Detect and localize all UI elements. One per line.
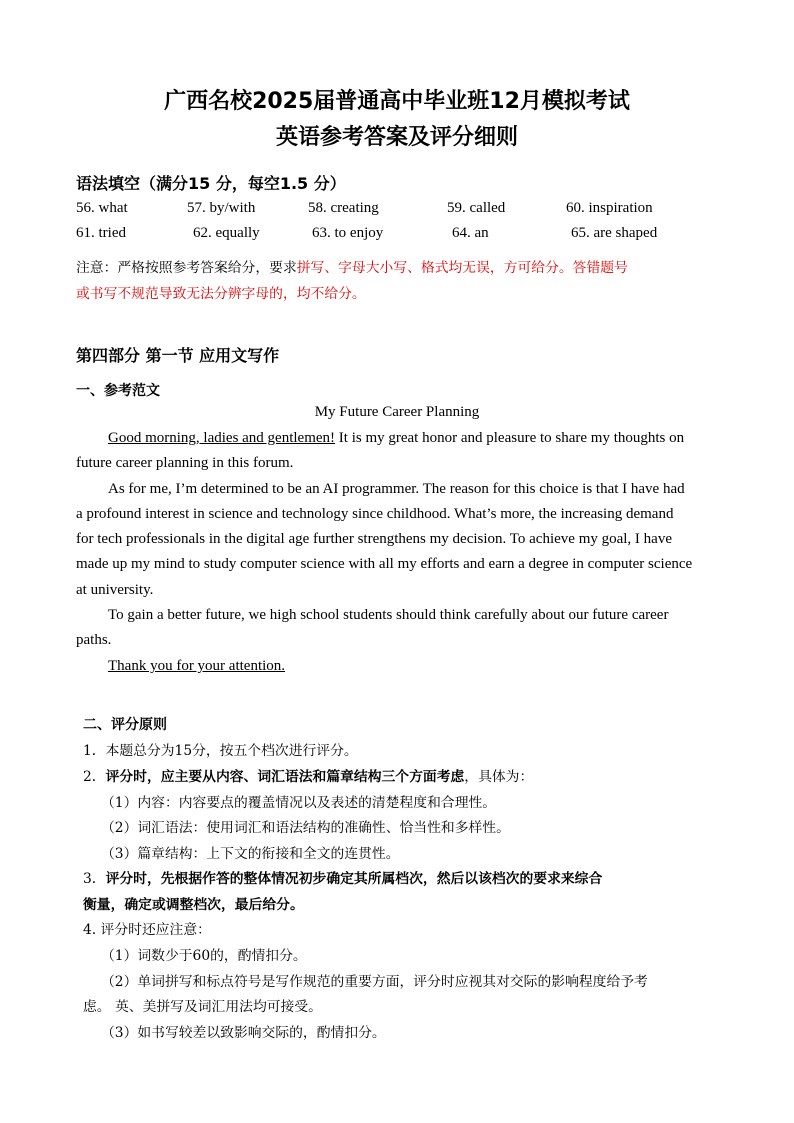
page-title: 广西名校2025届普通高中毕业班12月模拟考试 (164, 89, 630, 114)
answer-59: 59. called (447, 200, 506, 216)
rule-4-3: （3）如书写较差以致影响交际的，酌情扣分。 (101, 1025, 386, 1041)
rule-3-line1: 评分时，先根据作答的整体情况初步确定其所属档次，然后以该档次的要求来综合 (105, 871, 603, 887)
answer-64: 64. an (452, 225, 489, 241)
grammar-heading: 语法填空（满分15 分，每空1.5 分） (76, 174, 346, 193)
essay-p2-line2: a profound interest in science and technology since childhood. What’s more, the increasing demand (76, 506, 674, 522)
essay-p2-line3: for tech professionals in the digital age further strengthens my decision. To achieve my goal, I have (76, 531, 672, 547)
rule-2-1: （1）内容：内容要点的覆盖情况以及表述的清楚程度和合理性。 (101, 795, 497, 811)
note-prefix: 注意：严格按照参考答案给分，要求 (76, 260, 297, 276)
essay-p2-line1: As for me, I’m determined to be an AI programmer. The reason for this choice is that I have had (108, 481, 685, 497)
rule-4: 4. 评分时还应注意： (83, 922, 211, 938)
answer-56: 56. what (76, 200, 128, 216)
rule-4-1: （1）词数少于60的，酌情扣分。 (101, 948, 307, 964)
rule-2-bold: 评分时，应主要从内容、词汇语法和篇章结构三个方面考虑 (105, 769, 465, 785)
greeting: Good morning, ladies and gentlemen! (108, 430, 336, 446)
rule-1: 1．本题总分为15分，按五个档次进行评分。 (83, 743, 358, 759)
rule-3-line2: 衡量，确定或调整档次，最后给分。 (83, 897, 304, 913)
essay-p1-line1 (108, 430, 684, 447)
rule-2-3: （3）篇章结构：上下文的衔接和全文的连贯性。 (101, 846, 400, 862)
page-subtitle: 英语参考答案及评分细则 (275, 125, 518, 150)
answer-58: 58. creating (308, 200, 379, 216)
rule-4-2b: 虑。 英、美拼写及词汇用法均可接受。 (83, 999, 322, 1015)
essay-p3-line2: paths. (76, 632, 112, 648)
answer-63: 63. to enjoy (312, 225, 384, 241)
answer-62: 62. equally (193, 225, 260, 241)
essay-closing: Thank you for your attention. (108, 658, 286, 674)
rule-2-number: 2． (83, 769, 106, 785)
scoring-heading: 二、评分原则 (83, 717, 167, 733)
rule-2-2: （2）词汇语法：使用词汇和语法结构的准确性、恰当性和多样性。 (101, 820, 510, 836)
rule-2 (83, 765, 533, 785)
rule-3-number: 3． (83, 871, 106, 887)
p1-rest: It is my great honor and pleasure to share my thoughts on (335, 430, 685, 446)
answer-60: 60. inspiration (566, 200, 653, 216)
rule-3 (83, 867, 602, 887)
essay-p1-line2: future career planning in this forum. (76, 455, 294, 471)
sample-essay-heading: 一、参考范文 (76, 383, 160, 399)
answer-61: 61. tried (76, 225, 126, 241)
note-red-2: 或书写不规范导致无法分辨字母的，均不给分。 (76, 286, 366, 302)
part4-heading: 第四部分 第一节 应用文写作 (76, 346, 280, 365)
rule-2-rest: ，具体为： (464, 769, 534, 785)
essay-p3-line1: To gain a better future, we high school students should think carefully about our future career (108, 607, 669, 623)
answer-57: 57. by/with (187, 200, 256, 216)
answer-65: 65. are shaped (571, 225, 658, 241)
essay-p2-line4: made up my mind to study computer science with all my efforts and earn a degree in computer science (76, 556, 693, 572)
note-red-1: 拼写、字母大小写、格式均无误，方可给分。答错题号 (296, 260, 628, 276)
essay-title: My Future Career Planning (314, 404, 480, 420)
rule-4-2a: （2）单词拼写和标点符号是写作规范的重要方面，评分时应视其对交际的影响程度给予考 (101, 974, 648, 990)
essay-p2-line5: at university. (76, 582, 154, 598)
grammar-note (76, 256, 628, 276)
